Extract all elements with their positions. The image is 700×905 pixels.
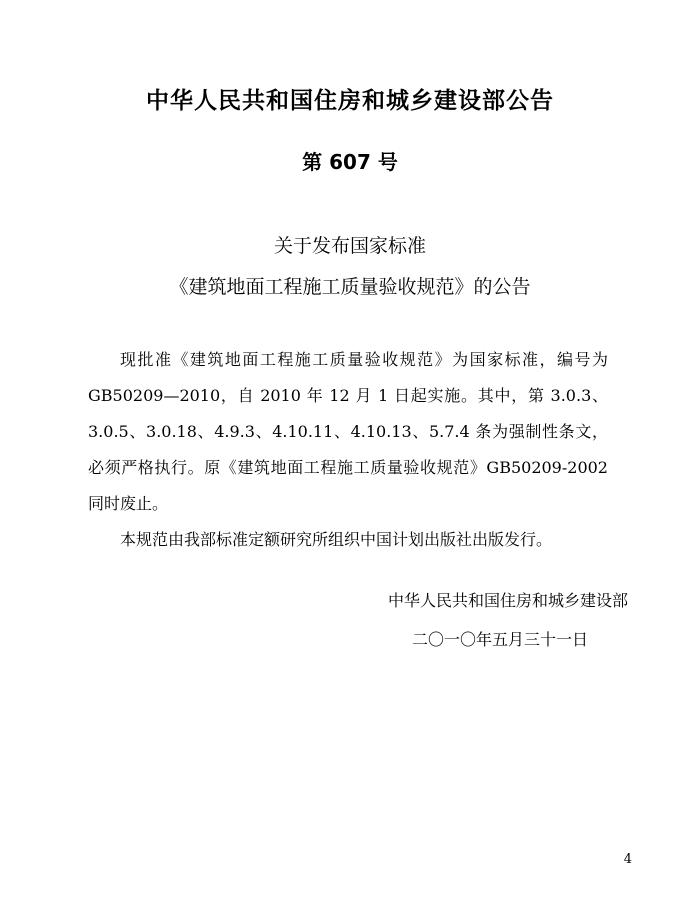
announcement-number: 第 607 号 bbox=[302, 150, 398, 174]
body-paragraph-2: 本规范由我部标准定额研究所组织中国计划出版社出版发行。 bbox=[120, 530, 553, 549]
announcement-title: 中华人民共和国住房和城乡建设部公告 bbox=[146, 88, 554, 114]
page-number: 4 bbox=[623, 852, 632, 867]
announcement-body bbox=[88, 342, 614, 558]
subject-line-1: 关于发布国家标准 bbox=[273, 235, 426, 257]
signature-organization: 中华人民共和国住房和城乡建设部 bbox=[387, 591, 628, 610]
subject-line-2: 《建筑地面工程施工质量验收规范》的公告 bbox=[169, 276, 531, 298]
signature-date: 二〇一〇年五月三十一日 bbox=[411, 630, 588, 649]
body-paragraph-1: 现批准《建筑地面工程施工质量验收规范》为国家标准，编号为GB50209—2010，自 2010 年 12 月 1 日起实施。其中，第 3.0.3、3.0.5、3.0.18、4.9.3、4.10.11、4.10.13、5.7.4 条为强制性条文，必须严格执行。原《建筑地面工程施工质量验收规范》GB50209-2002 同时废止。 bbox=[88, 350, 614, 513]
